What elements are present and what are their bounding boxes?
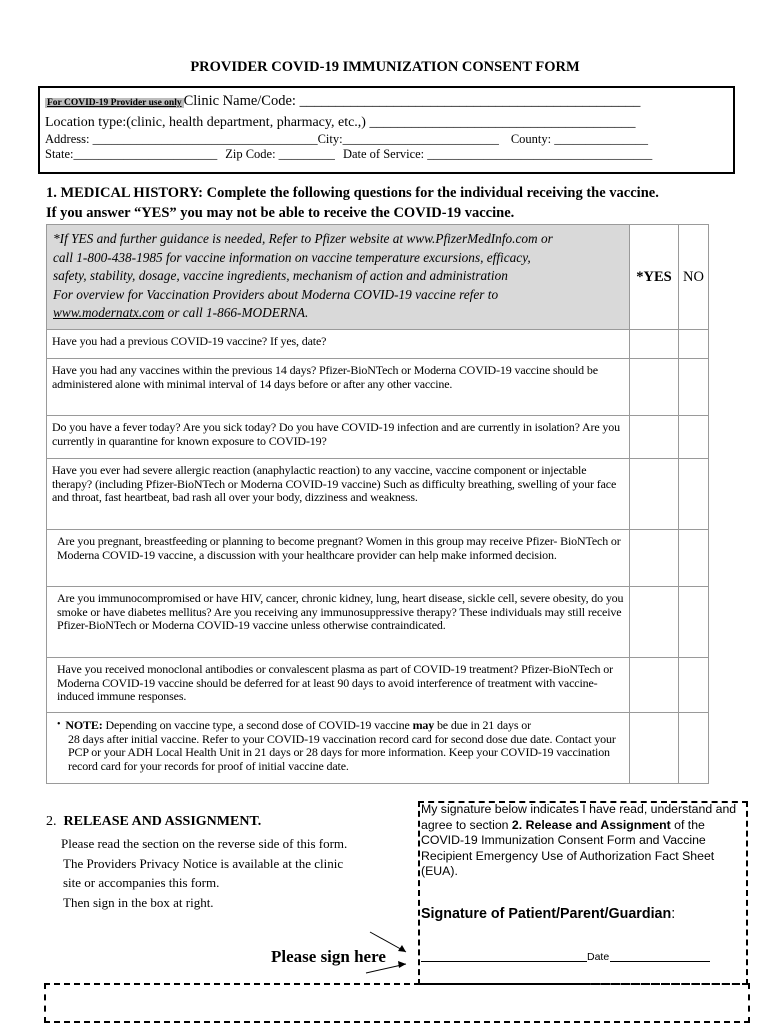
yes-checkbox[interactable]: [630, 416, 679, 459]
question-text: Have you ever had severe allergic reaction (anaphylactic reaction) to any vaccine, vaccine component or injectable therapy? (including Pfizer-BioNTech or Moderna COVID-19 vaccine) Such as difficulty breathing, swelling of your face and throat, fast heartbeat, bad rash all over your body, dizziness and weakness.: [47, 459, 630, 530]
guidance-text: safety, stability, dosage, vaccine ingredients, mechanism of action and administration: [53, 268, 508, 283]
signature-bold-text: 2. Release and Assignment: [511, 817, 671, 832]
location-type-field[interactable]: Location type:(clinic, health department, pharmacy, etc.,) ______________________________________: [45, 115, 636, 130]
no-checkbox[interactable]: [679, 587, 709, 658]
release-line: Then sign in the box at right.: [63, 894, 214, 910]
no-checkbox[interactable]: [679, 416, 709, 459]
question-text: Are you immunocompromised or have HIV, cancer, chronic kidney, lung, heart disease, sickle cell, severe obesity, do you smoke or have diabetes mellitus? Are you receiving any immunosuppressive therapy? These individuals may still receive Pfizer-BioNTech or Moderna COVID-19 vaccine unless otherwise contraindicated.: [47, 587, 630, 658]
signature-label-colon: :: [671, 906, 676, 922]
no-checkbox[interactable]: [679, 459, 709, 530]
no-column-header: NO: [679, 225, 709, 330]
signature-label: [421, 906, 675, 922]
arrow-icon: [360, 928, 420, 978]
signature-label-text: Signature of Patient/Parent/Guardian: [421, 906, 672, 922]
signature-text: My signature below indicates I have read, understand and agree to section: [421, 802, 737, 832]
date-field[interactable]: [610, 961, 710, 962]
yes-column-header: *YES: [630, 225, 679, 330]
note-row: [47, 713, 709, 784]
guidance-text: or call 1-866-MODERNA.: [164, 305, 309, 320]
no-checkbox[interactable]: [679, 359, 709, 416]
release-line: The Providers Privacy Notice is available at the clinic: [63, 855, 344, 871]
state-row: [45, 147, 652, 162]
table-row: [47, 330, 709, 359]
question-text: Have you received monoclonal antibodies or convalescent plasma as part of COVID-19 treatment? Pfizer-BioNTech or Moderna COVID-19 vaccine should be deferred for at least 90 days to avoid interference of treatment with vaccine-induced immune responses.: [47, 658, 630, 713]
provider-info-box: [38, 86, 735, 174]
guidance-text: *If YES and further guidance is needed, Refer to Pfizer website at www.PfizerMedInfo.com or: [53, 231, 553, 246]
guidance-text: call 1-800-438-1985 for vaccine information on vaccine temperature excursions, efficacy,: [53, 249, 531, 265]
table-row: [47, 359, 709, 416]
date-of-service-field[interactable]: Date of Service: ____________________________________: [342, 147, 653, 161]
address-field[interactable]: Address: ____________________________________: [45, 132, 318, 146]
medical-history-table: [46, 224, 709, 784]
note-label: NOTE:: [65, 718, 103, 732]
release-line: Please read the section on the reverse side of this form.: [61, 836, 348, 851]
table-row: [47, 459, 709, 530]
guidance-row: [47, 225, 709, 330]
medical-history-heading: 1. MEDICAL HISTORY: Complete the following questions for the individual receiving the vaccine.: [46, 185, 659, 201]
table-row: [47, 530, 709, 587]
question-text: Are you pregnant, breastfeeding or planning to become pregnant? Women in this group may receive Pfizer- BioNTech or Moderna COVID-19 vaccine, a discussion with your healthcare provider can help make informed decision.: [47, 530, 630, 587]
guidance-cell: [47, 225, 630, 330]
no-checkbox[interactable]: [679, 713, 709, 784]
clinic-row: [45, 93, 640, 110]
yes-checkbox[interactable]: [630, 530, 679, 587]
release-instructions: [61, 834, 347, 912]
question-text: Do you have a fever today? Are you sick today? Do you have COVID-19 infection and are currently in isolation? Are you currently in quarantine for known exposure to COVID-19?: [47, 416, 630, 459]
question-text: Have you had any vaccines within the previous 14 days? Pfizer-BioNTech or Moderna COVID-19 vaccine should be administered alone with minimal interval of 14 days before or after any other vaccine.: [47, 359, 630, 416]
city-field[interactable]: City:_________________________: [317, 132, 499, 146]
signature-field[interactable]: [421, 961, 587, 962]
signature-text: of the COVID-19 Immunization Consent Form and Vaccine Recipient Emergency Use of Authorization Fact Sheet (EUA).: [421, 817, 715, 879]
note-text: Depending on vaccine type, a second dose of COVID-19 vaccine: [102, 718, 413, 732]
please-sign-label: Please sign here: [271, 947, 386, 966]
note-cell: [47, 713, 630, 784]
release-title: RELEASE AND ASSIGNMENT.: [63, 814, 262, 829]
release-line: site or accompanies this form.: [63, 875, 220, 891]
zip-field[interactable]: Zip Code: _________: [225, 147, 335, 161]
yes-checkbox[interactable]: [630, 330, 679, 359]
no-checkbox[interactable]: [679, 530, 709, 587]
section-number: 2.: [46, 814, 57, 829]
no-checkbox[interactable]: [679, 658, 709, 713]
note-text: be due in 21 days or: [434, 718, 531, 732]
guidance-link-line: [53, 304, 624, 323]
yes-checkbox[interactable]: [630, 713, 679, 784]
address-row: [45, 132, 648, 147]
yes-checkbox[interactable]: [630, 459, 679, 530]
yes-checkbox[interactable]: [630, 658, 679, 713]
state-field[interactable]: State:_______________________: [45, 147, 218, 161]
yes-checkbox[interactable]: [630, 359, 679, 416]
dashed-border: [44, 983, 750, 1023]
medical-history-subheading: If you answer “YES” you may not be able to receive the COVID-19 vaccine.: [46, 205, 515, 221]
note-text: 28 days after initial vaccine. Refer to your COVID-19 vaccination record card for second dose due date. Contact your PCP or your ADH Local Health Unit in 21 days or 28 days for more information. Keep your COVID-19 vaccination record card for your records for proof of initial vaccine date.: [68, 731, 616, 773]
bullet-icon: •: [57, 719, 61, 730]
signature-statement: [421, 802, 751, 880]
guidance-text: For overview for Vaccination Providers about Moderna COVID-19 vaccine refer to: [53, 286, 499, 302]
table-row: [47, 658, 709, 713]
table-row: [47, 416, 709, 459]
note-bold-may: may: [412, 718, 435, 732]
yes-checkbox[interactable]: [630, 587, 679, 658]
no-checkbox[interactable]: [679, 330, 709, 359]
moderna-link[interactable]: www.modernatx.com: [53, 305, 165, 320]
date-label: Date: [587, 951, 610, 963]
table-row: [47, 587, 709, 658]
release-heading: [46, 814, 261, 830]
form-title: PROVIDER COVID-19 IMMUNIZATION CONSENT FORM: [190, 59, 580, 75]
clinic-name-field[interactable]: Clinic Name/Code: _______________________________________________: [183, 93, 641, 109]
question-text: Have you had a previous COVID-19 vaccine? If yes, date?: [47, 330, 630, 359]
provider-use-tag: For COVID-19 Provider use only: [47, 98, 182, 108]
county-field[interactable]: County: _______________: [510, 132, 649, 146]
